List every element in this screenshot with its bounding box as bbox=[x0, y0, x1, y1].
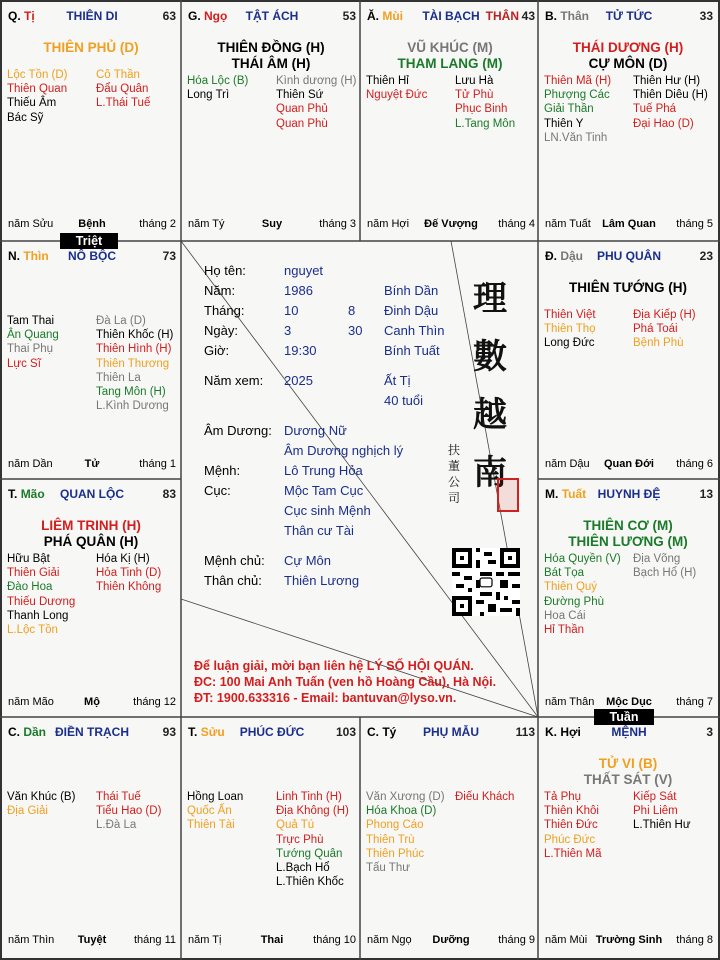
palace-footer bbox=[545, 458, 713, 472]
minor-star: Phong Cáo bbox=[366, 819, 424, 832]
value-gio-canchi: Bính Tuất bbox=[384, 343, 440, 358]
palace-name: HUYNH ĐỆ bbox=[597, 487, 661, 501]
palace-age-number: 33 bbox=[699, 9, 713, 23]
minor-star: Bát Tọa bbox=[544, 567, 585, 580]
minor-star: Quan Phù bbox=[276, 117, 328, 130]
minor-star: Thái Tuế bbox=[96, 791, 141, 803]
palace-month: tháng 5 bbox=[676, 218, 713, 230]
main-star: THIÊN TƯỚNG (H) bbox=[569, 280, 687, 295]
stars-right-column bbox=[633, 74, 708, 131]
palace-dan bbox=[2, 718, 180, 956]
palace-age-number: 93 bbox=[162, 725, 176, 739]
minor-star: LN.Văn Tinh bbox=[544, 131, 608, 144]
palace-ti bbox=[2, 2, 180, 240]
minor-star: Cô Thần bbox=[96, 69, 140, 81]
seal-small-text: 扶董公司 bbox=[448, 443, 461, 505]
stars-left-column bbox=[187, 790, 243, 833]
palace-header bbox=[367, 9, 535, 25]
palace-trang-sinh: Suy bbox=[261, 218, 283, 230]
palace-can: K. bbox=[545, 725, 557, 739]
stars-left-column bbox=[544, 308, 596, 351]
minor-star: Hóa Lộc (B) bbox=[187, 75, 249, 87]
contact-line-3: ĐT: 1900.633316 - Email: bantuvan@lyso.vn. bbox=[194, 691, 457, 705]
palace-header bbox=[367, 725, 535, 741]
label-cuc: Cục: bbox=[204, 483, 231, 498]
contact-line-2: ĐC: 100 Mai Anh Tuấn (ven hồ Hoàng Cầu), Hà Nội. bbox=[194, 675, 497, 689]
minor-star: Tả Phụ bbox=[544, 791, 582, 803]
palace-tuat bbox=[539, 480, 717, 718]
minor-star: Tử Phù bbox=[455, 89, 494, 102]
minor-star: Thiên Hỉ bbox=[366, 75, 409, 87]
palace-ngo bbox=[182, 2, 360, 240]
minor-star: Tam Thai bbox=[7, 315, 55, 327]
label-ngay: Ngày: bbox=[204, 323, 238, 338]
palace-age-number: 103 bbox=[335, 725, 356, 739]
palace-name: QUAN LỘC bbox=[60, 487, 124, 501]
minor-star: Giải Thần bbox=[544, 103, 594, 116]
palace-trang-sinh: Tuyệt bbox=[77, 934, 107, 946]
value-amduong-2: Âm Dương nghịch lý bbox=[284, 443, 404, 458]
minor-star: Kình dương (H) bbox=[276, 75, 357, 87]
value-thanchu: Thiên Lương bbox=[284, 573, 360, 588]
main-star: THIÊN ĐỒNG (H) bbox=[217, 40, 325, 55]
palace-header bbox=[8, 9, 176, 25]
palace-can: M. bbox=[545, 487, 559, 501]
palace-year: năm Thân bbox=[545, 696, 595, 708]
palace-chi: Ngọ bbox=[204, 9, 228, 23]
minor-star: Thiên Quý bbox=[544, 581, 598, 594]
palace-name: TẬT ÁCH bbox=[245, 9, 299, 23]
value-cuc: Mộc Tam Cục bbox=[284, 483, 364, 498]
stars-left-column bbox=[544, 552, 621, 637]
minor-star: Quan Phủ bbox=[276, 103, 328, 116]
palace-mao bbox=[2, 480, 180, 718]
minor-star: L.Thiên Mã bbox=[544, 847, 602, 860]
minor-star: Đẩu Quân bbox=[96, 83, 149, 96]
minor-star: Tuế Phá bbox=[633, 103, 677, 116]
palace-can: C. bbox=[8, 725, 20, 739]
palace-month: tháng 9 bbox=[498, 934, 535, 946]
palace-month: tháng 11 bbox=[133, 934, 176, 946]
seal-char-4: 南 bbox=[473, 453, 507, 493]
minor-star: Thiên Giải bbox=[7, 567, 60, 580]
palace-month: tháng 10 bbox=[313, 934, 356, 946]
palace-name: ĐIỀN TRẠCH bbox=[55, 725, 129, 739]
minor-star: Bệnh Phù bbox=[633, 337, 684, 350]
minor-star: Phá Toái bbox=[633, 323, 678, 336]
value-namxem: 2025 bbox=[284, 373, 313, 388]
palace-chi: Mùi bbox=[382, 9, 404, 23]
value-thang: 10 bbox=[284, 303, 299, 318]
palace-trang-sinh: Thai bbox=[260, 934, 284, 946]
palace-header bbox=[188, 9, 356, 25]
palace-footer bbox=[8, 218, 176, 232]
palace-year: năm Tị bbox=[188, 934, 222, 946]
palace-can: T. bbox=[188, 725, 198, 739]
palace-than bbox=[539, 2, 717, 240]
value-nam-canchi: Bính Dần bbox=[384, 283, 439, 298]
palace-month: tháng 2 bbox=[139, 218, 176, 230]
palace-trang-sinh: Mộc Dục bbox=[606, 696, 652, 708]
palace-footer bbox=[545, 934, 713, 948]
palace-can: B. bbox=[545, 9, 557, 23]
minor-star: Đại Hao (D) bbox=[633, 117, 694, 130]
main-star: TỬ VI (B) bbox=[598, 756, 658, 771]
palace-header bbox=[188, 725, 356, 741]
palace-month: tháng 3 bbox=[319, 218, 356, 230]
minor-star: L.Thái Tuế bbox=[96, 97, 151, 110]
palace-can: Ă. bbox=[367, 9, 379, 23]
minor-star: Thiên Đức bbox=[544, 819, 598, 832]
seal-calligraphy bbox=[470, 270, 510, 502]
palace-name: THIÊN DI bbox=[66, 9, 118, 23]
palace-year: năm Tuất bbox=[545, 218, 591, 230]
palace-name: TÀI BẠCH bbox=[422, 9, 480, 23]
minor-star: Lực Sĩ bbox=[7, 357, 41, 370]
value-menh: Lô Trung Hỏa bbox=[284, 463, 363, 478]
palace-footer bbox=[545, 696, 713, 710]
minor-star: Ân Quang bbox=[7, 329, 59, 342]
palace-month: tháng 6 bbox=[676, 458, 713, 470]
palace-chi: Mão bbox=[20, 487, 45, 501]
value-gio: 19:30 bbox=[284, 343, 317, 358]
minor-star: Thiên Sứ bbox=[276, 89, 324, 102]
minor-star: Đường Phù bbox=[544, 595, 604, 608]
minor-star: Quốc Ấn bbox=[187, 805, 232, 818]
minor-star: Thai Phụ bbox=[7, 343, 54, 356]
minor-star: Hỏa Tinh (D) bbox=[96, 567, 162, 580]
palace-month: tháng 8 bbox=[676, 934, 713, 946]
qr-code-icon bbox=[452, 548, 520, 616]
minor-star: Hóa Quyền (V) bbox=[544, 553, 621, 565]
palace-year: năm Sửu bbox=[8, 218, 54, 230]
palace-chi: Dần bbox=[23, 725, 47, 739]
value-ngay-canchi: Canh Thìn bbox=[384, 323, 445, 338]
value-ngay: 3 bbox=[284, 323, 292, 338]
palace-header bbox=[545, 9, 713, 25]
minor-star: Thiếu Dương bbox=[7, 595, 76, 608]
minor-star: Hữu Bật bbox=[7, 553, 50, 565]
stars-left-column bbox=[187, 74, 248, 102]
main-star: THIÊN PHỦ (D) bbox=[43, 40, 139, 55]
palace-age-number: 13 bbox=[699, 487, 713, 501]
minor-star: Hóa Khoa (D) bbox=[366, 805, 437, 818]
tuan-badge: Tuần bbox=[594, 709, 654, 725]
palace-thin bbox=[2, 242, 180, 480]
minor-star: Lộc Tồn (D) bbox=[7, 69, 68, 81]
minor-star: Văn Khúc (B) bbox=[7, 791, 76, 803]
minor-star: Hoa Cái bbox=[544, 609, 586, 622]
stars-right-column bbox=[633, 552, 696, 580]
palace-year: năm Dậu bbox=[545, 458, 590, 470]
minor-star: Điếu Khách bbox=[455, 791, 515, 803]
palace-chi: Tuất bbox=[561, 487, 587, 501]
minor-star: Địa Võng bbox=[633, 553, 681, 565]
minor-star: Thiên Không bbox=[96, 581, 162, 594]
palace-trang-sinh: Lâm Quan bbox=[602, 218, 656, 230]
minor-star: Long Đức bbox=[544, 337, 595, 350]
palace-year: năm Dần bbox=[8, 458, 53, 470]
palace-name: NÔ BỘC bbox=[68, 249, 116, 263]
palace-footer bbox=[367, 218, 535, 232]
than-marker: THÂN bbox=[485, 9, 519, 23]
value-hoten: nguyet bbox=[284, 263, 324, 278]
palace-name: PHÚC ĐỨC bbox=[239, 725, 305, 739]
seal-char-3: 越 bbox=[473, 395, 507, 435]
palace-header bbox=[545, 725, 713, 741]
minor-star: L.Thiên Hư bbox=[633, 819, 691, 832]
palace-age-number: 73 bbox=[162, 249, 176, 263]
minor-star: L.Bạch Hổ bbox=[276, 862, 330, 875]
minor-star: Phúc Đức bbox=[544, 833, 596, 846]
palace-footer bbox=[8, 458, 176, 472]
stars-right-column bbox=[276, 74, 356, 131]
stars-right-column bbox=[96, 552, 161, 595]
main-star: THIÊN LƯƠNG (M) bbox=[568, 534, 688, 549]
main-star: THẤT SÁT (V) bbox=[583, 772, 673, 787]
stars-left-column bbox=[7, 790, 75, 818]
minor-star: Lưu Hà bbox=[455, 75, 494, 87]
main-star: VŨ KHÚC (M) bbox=[407, 40, 493, 55]
minor-star: Thiên Thọ bbox=[544, 323, 596, 336]
palace-year: năm Ngọ bbox=[367, 934, 412, 946]
minor-star: Tiểu Hao (D) bbox=[96, 805, 162, 818]
palace-can: G. bbox=[188, 9, 201, 23]
palace-trang-sinh: Dưỡng bbox=[432, 934, 470, 946]
contact-line-1: Để luận giải, mời bạn liên hệ LÝ SỐ HỘI QUÁN. bbox=[194, 659, 474, 673]
palace-month: tháng 1 bbox=[139, 458, 176, 470]
label-hoten: Họ tên: bbox=[204, 263, 246, 278]
stars-right-column bbox=[455, 74, 515, 131]
palace-chi: Dậu bbox=[560, 249, 584, 263]
palace-month: tháng 12 bbox=[133, 696, 176, 708]
seal-stamp bbox=[497, 478, 519, 512]
palace-name: TỬ TỨC bbox=[605, 9, 653, 23]
stars-left-column bbox=[544, 790, 602, 861]
palace-age-number: 83 bbox=[162, 487, 176, 501]
palace-month: tháng 4 bbox=[498, 218, 535, 230]
value-tuoi: 40 tuổi bbox=[384, 393, 424, 408]
palace-header bbox=[8, 725, 176, 741]
palace-footer bbox=[8, 696, 176, 710]
palace-chi: Tị bbox=[24, 9, 35, 23]
palace-age-number: 3 bbox=[706, 725, 713, 739]
main-star: THÁI DƯƠNG (H) bbox=[572, 40, 684, 55]
minor-star: Thiên Khốc (H) bbox=[96, 329, 174, 342]
stars-left-column bbox=[7, 68, 68, 125]
palace-name: PHỤ MẪU bbox=[423, 725, 479, 739]
palace-year: năm Mão bbox=[8, 696, 54, 708]
label-nam: Năm: bbox=[204, 283, 236, 298]
minor-star: Thiên Tài bbox=[187, 819, 235, 832]
stars-right-column bbox=[276, 790, 349, 889]
minor-star: Địa Không (H) bbox=[276, 805, 349, 818]
minor-star: Đào Hoa bbox=[7, 581, 53, 594]
minor-star: Thiên Phúc bbox=[366, 847, 425, 860]
palace-year: năm Tý bbox=[188, 218, 225, 230]
minor-star: Văn Xương (D) bbox=[366, 791, 445, 803]
minor-star: Thiên Quan bbox=[7, 83, 68, 96]
palace-age-number: 53 bbox=[342, 9, 356, 23]
palace-trang-sinh: Bệnh bbox=[78, 218, 106, 230]
minor-star: Thiên Trù bbox=[366, 833, 415, 846]
value-thang-amlich: 8 bbox=[348, 303, 356, 318]
palace-year: năm Hợi bbox=[367, 218, 410, 230]
palace-chi: Thìn bbox=[23, 249, 49, 263]
minor-star: L.Lộc Tồn bbox=[7, 624, 58, 637]
palace-footer bbox=[367, 934, 535, 948]
minor-star: Địa Giải bbox=[7, 805, 48, 818]
stars-right-column bbox=[96, 314, 173, 413]
seal-char-2: 數 bbox=[473, 337, 507, 377]
label-menh: Mệnh: bbox=[204, 463, 241, 478]
main-star: LIÊM TRINH (H) bbox=[41, 518, 141, 533]
palace-trang-sinh: Mộ bbox=[84, 696, 100, 708]
value-namxem-canchi: Ất Tị bbox=[384, 373, 411, 388]
minor-star: Tướng Quân bbox=[276, 847, 343, 860]
palace-can: C. bbox=[367, 725, 379, 739]
palace-trang-sinh: Quan Đới bbox=[604, 458, 654, 470]
value-nam: 1986 bbox=[284, 283, 313, 298]
stars-left-column bbox=[544, 74, 611, 145]
minor-star: Phượng Các bbox=[544, 89, 610, 102]
minor-star: Thiên La bbox=[96, 371, 141, 384]
minor-star: Hỉ Thần bbox=[544, 624, 585, 637]
stars-left-column bbox=[7, 552, 75, 637]
palace-month: tháng 7 bbox=[676, 696, 713, 708]
stars-right-column bbox=[455, 790, 514, 804]
palace-age-number: 23 bbox=[699, 249, 713, 263]
minor-star: L.Đà La bbox=[96, 819, 137, 832]
stars-right-column bbox=[633, 308, 696, 351]
minor-star: Phi Liêm bbox=[633, 805, 678, 818]
minor-star: Long Trì bbox=[187, 89, 230, 102]
main-star: CỰ MÔN (D) bbox=[588, 56, 668, 71]
palace-name: MỆNH bbox=[611, 725, 647, 739]
palace-hoi bbox=[539, 718, 717, 956]
palace-age-number: 63 bbox=[162, 9, 176, 23]
minor-star: Kiếp Sát bbox=[633, 791, 677, 803]
minor-star: Trực Phù bbox=[276, 833, 324, 846]
label-thang: Tháng: bbox=[204, 303, 245, 318]
palace-ty bbox=[361, 718, 539, 956]
minor-star: Hồng Loan bbox=[187, 791, 244, 803]
palace-footer bbox=[188, 218, 356, 232]
value-cuc-2: Cục sinh Mệnh bbox=[284, 503, 371, 518]
palace-footer bbox=[188, 934, 356, 948]
palace-age-number: 113 bbox=[515, 725, 535, 739]
label-amduong: Âm Dương: bbox=[204, 423, 272, 438]
value-cuc-3: Thân cư Tài bbox=[284, 523, 354, 538]
minor-star: Thiên Mã (H) bbox=[544, 75, 612, 87]
minor-star: Bạch Hổ (H) bbox=[633, 567, 697, 580]
value-ngay-amlich: 30 bbox=[348, 323, 363, 338]
minor-star: Quả Tú bbox=[276, 819, 315, 832]
palace-header bbox=[545, 249, 713, 265]
main-star: THAM LANG (M) bbox=[397, 56, 503, 71]
minor-star: Thiên Diêu (H) bbox=[633, 89, 708, 102]
main-star: THIÊN CƠ (M) bbox=[583, 518, 673, 533]
palace-trang-sinh: Đế Vượng bbox=[424, 218, 478, 230]
minor-star: Thanh Long bbox=[7, 609, 69, 622]
label-thanchu: Thân chủ: bbox=[204, 573, 262, 588]
minor-star: Địa Kiếp (H) bbox=[633, 309, 696, 321]
minor-star: Thiên Hư (H) bbox=[633, 75, 701, 87]
minor-star: Bác Sỹ bbox=[7, 111, 44, 124]
palace-suu bbox=[182, 718, 360, 956]
label-menhchu: Mệnh chủ: bbox=[204, 553, 265, 568]
minor-star: Thiên Hình (H) bbox=[96, 343, 172, 356]
minor-star: Đà La (D) bbox=[96, 315, 146, 327]
palace-can: N. bbox=[8, 249, 20, 263]
palace-chi: Sửu bbox=[200, 725, 225, 739]
palace-footer bbox=[8, 934, 176, 948]
minor-star: Thiên Khôi bbox=[544, 805, 599, 818]
seal-char-1: 理 bbox=[473, 279, 507, 319]
stars-left-column bbox=[7, 314, 59, 371]
stars-left-column bbox=[366, 790, 445, 875]
minor-star: Phục Binh bbox=[455, 103, 508, 116]
minor-star: Hóa Kị (H) bbox=[96, 553, 150, 565]
stars-left-column bbox=[366, 74, 427, 102]
value-amduong: Dương Nữ bbox=[284, 423, 347, 438]
palace-year: năm Mùi bbox=[545, 934, 588, 946]
main-star: THÁI ÂM (H) bbox=[231, 56, 311, 71]
center-info-panel bbox=[182, 242, 538, 716]
palace-dau bbox=[539, 242, 717, 480]
value-thang-canchi: Đinh Dậu bbox=[384, 303, 439, 318]
minor-star: L.Kình Dương bbox=[96, 400, 169, 413]
main-star: PHÁ QUÂN (H) bbox=[43, 534, 139, 549]
triet-badge: Triệt bbox=[60, 233, 118, 249]
palace-trang-sinh: Trường Sinh bbox=[595, 934, 663, 946]
palace-can: Đ. bbox=[545, 249, 557, 263]
minor-star: Thiên Thương bbox=[96, 357, 170, 370]
minor-star: Tang Môn (H) bbox=[96, 386, 166, 399]
stars-right-column bbox=[96, 790, 161, 833]
stars-right-column bbox=[96, 68, 150, 111]
palace-can: Q. bbox=[8, 9, 21, 23]
minor-star: Thiếu Âm bbox=[7, 97, 57, 110]
palace-chi: Tý bbox=[382, 725, 397, 739]
label-namxem: Năm xem: bbox=[204, 373, 264, 388]
minor-star: L.Tang Môn bbox=[455, 117, 516, 130]
minor-star: Tấu Thư bbox=[366, 862, 410, 875]
value-menhchu: Cự Môn bbox=[284, 553, 331, 568]
palace-chi: Hợi bbox=[560, 725, 581, 739]
palace-name: PHU QUÂN bbox=[596, 249, 661, 263]
palace-year: năm Thìn bbox=[8, 934, 55, 946]
minor-star: Thiên Việt bbox=[544, 309, 596, 321]
palace-header bbox=[8, 487, 176, 503]
minor-star: Thiên Y bbox=[544, 117, 584, 130]
minor-star: Linh Tinh (H) bbox=[276, 791, 342, 803]
palace-mui bbox=[361, 2, 539, 240]
minor-star: Nguyệt Đức bbox=[366, 89, 428, 102]
stars-right-column bbox=[633, 790, 691, 833]
palace-header bbox=[8, 249, 176, 265]
palace-trang-sinh: Tử bbox=[84, 458, 100, 470]
palace-footer bbox=[545, 218, 713, 232]
palace-can: T. bbox=[8, 487, 18, 501]
palace-chi: Thân bbox=[560, 9, 590, 23]
minor-star: L.Thiên Khốc bbox=[276, 876, 344, 889]
palace-age-number: 43 bbox=[521, 9, 535, 23]
label-gio: Giờ: bbox=[204, 343, 230, 358]
palace-header bbox=[545, 487, 713, 503]
